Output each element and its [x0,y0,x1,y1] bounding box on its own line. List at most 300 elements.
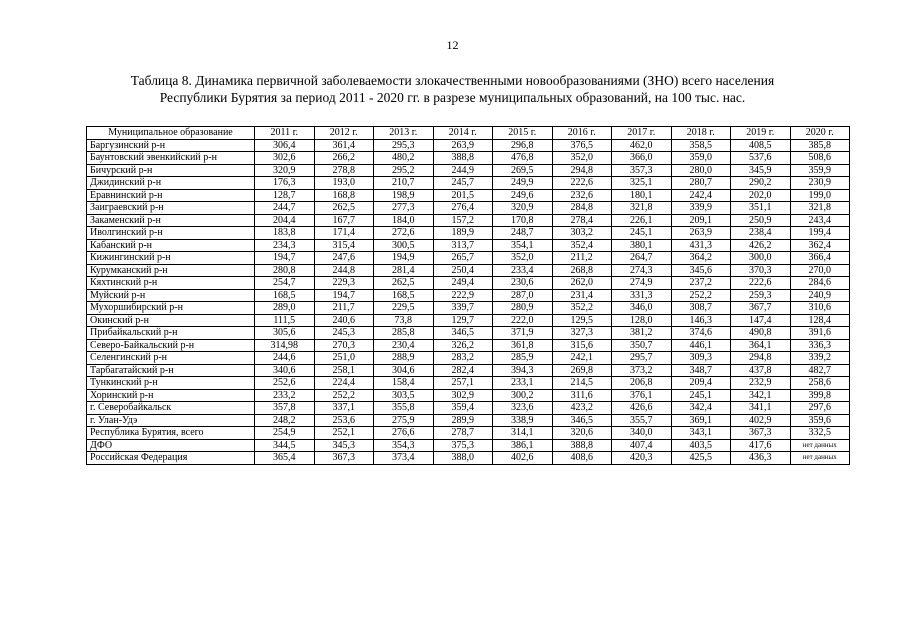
row-municipality-name: Тарбагатайский р-н [87,364,255,377]
table-cell-value: 367,7 [731,302,791,315]
table-cell-value: 222,0 [493,314,553,327]
table-cell-value: 354,1 [493,239,553,252]
table-cell-value: 308,7 [671,302,731,315]
table-cell-value: 358,5 [671,139,731,152]
table-cell-value: 309,3 [671,352,731,365]
row-municipality-name: Джидинский р-н [87,177,255,190]
header-year: 2014 г. [433,127,493,140]
table-cell-value: 355,8 [374,402,434,415]
table-cell-value: 73,8 [374,314,434,327]
table-cell-value: 222,9 [433,289,493,302]
table-cell-value: 367,3 [731,427,791,440]
table-row [87,139,850,152]
table-cell-value: 446,1 [671,339,731,352]
table-cell-value: 300,5 [374,239,434,252]
table-cell-value: 339,2 [790,352,850,365]
row-municipality-name: Северо-Байкальский р-н [87,339,255,352]
table-cell-value: 157,2 [433,214,493,227]
table-cell-value: 258,6 [790,377,850,390]
table-row [87,402,850,415]
table-cell-value: 425,5 [671,452,731,465]
row-municipality-name: Кабанский р-н [87,239,255,252]
table-cell-value: 264,7 [612,252,672,265]
table-cell-value: 147,4 [731,314,791,327]
row-municipality-name: Иволгинский р-н [87,227,255,240]
table-cell-value: 234,3 [255,239,315,252]
table-cell-value: 245,3 [314,327,374,340]
table-cell-value: 359,9 [790,164,850,177]
row-municipality-name: Закаменский р-н [87,214,255,227]
row-municipality-name: Республика Бурятия, всего [87,427,255,440]
table-cell-value: 388,0 [433,452,493,465]
table-cell-value: 263,9 [671,227,731,240]
table-cell-value: 288,9 [374,352,434,365]
table-cell-value: 284,6 [790,277,850,290]
table-cell-value: 332,5 [790,427,850,440]
table-cell-value: 300,0 [731,252,791,265]
table-cell-value: 232,9 [731,377,791,390]
table-cell-value: 128,7 [255,189,315,202]
table-cell-value: 254,7 [255,277,315,290]
row-municipality-name: Тункинский р-н [87,377,255,390]
table-cell-value: 310,6 [790,302,850,315]
table-cell-value: 420,3 [612,452,672,465]
table-cell-value: 194,7 [255,252,315,265]
table-cell-value: 321,8 [612,202,672,215]
table-cell-value: 355,7 [612,414,672,427]
table-row [87,314,850,327]
table-cell-value: 407,4 [612,439,672,452]
table-cell-value: 257,1 [433,377,493,390]
table-cell-value: 285,8 [374,327,434,340]
table-cell-value: 275,9 [374,414,434,427]
table-cell-value: 194,7 [314,289,374,302]
table-cell-value: 282,4 [433,364,493,377]
table-cell-value: 244,9 [433,164,493,177]
table-cell-value: 269,8 [552,364,612,377]
table-cell-value: 408,5 [731,139,791,152]
table-cell-value: 248,7 [493,227,553,240]
table-cell-value: 321,8 [790,202,850,215]
table-cell-value: 376,5 [552,139,612,152]
table-cell-value: 242,1 [552,352,612,365]
table-cell-value: 403,5 [671,439,731,452]
table-cell-value: 252,2 [671,289,731,302]
table-cell-value: 303,2 [552,227,612,240]
row-municipality-name: Бичурский р-н [87,164,255,177]
table-cell-value: 250,9 [731,214,791,227]
table-cell-value: 258,1 [314,364,374,377]
table-cell-value: 204,4 [255,214,315,227]
header-year: 2017 г. [612,127,672,140]
table-cell-value: 394,3 [493,364,553,377]
table-cell-value: 348,7 [671,364,731,377]
table-cell-value: 280,8 [255,264,315,277]
row-municipality-name: Селенгинский р-н [87,352,255,365]
row-municipality-name: Кижингинский р-н [87,252,255,265]
table-cell-value: 352,2 [552,302,612,315]
table-cell-value: 287,0 [493,289,553,302]
table-caption [60,72,845,106]
table-cell-value: нет данных [790,452,850,465]
table-cell-value: 222,6 [731,277,791,290]
row-municipality-name: Баунтовский эвенкийский р-н [87,152,255,165]
table-cell-value: 263,9 [433,139,493,152]
table-cell-value: 315,6 [552,339,612,352]
table-cell-value: 128,4 [790,314,850,327]
table-cell-value: 210,7 [374,177,434,190]
table-cell-value: 320,6 [552,427,612,440]
table-cell-value: 209,1 [671,214,731,227]
table-cell-value: 417,6 [731,439,791,452]
table-cell-value: 176,3 [255,177,315,190]
table-cell-value: 206,8 [612,377,672,390]
table-cell-value: 146,3 [671,314,731,327]
page-number: 12 [446,38,459,52]
table-cell-value: 285,9 [493,352,553,365]
table-row [87,264,850,277]
table-cell-value: 226,1 [612,214,672,227]
table-cell-value: 230,4 [374,339,434,352]
table-cell-value: 346,5 [552,414,612,427]
table-cell-value: 296,8 [493,139,553,152]
table-cell-value: 209,4 [671,377,731,390]
table-cell-value: 388,8 [552,439,612,452]
table-row [87,164,850,177]
table-cell-value: 343,1 [671,427,731,440]
table-cell-value: 183,8 [255,227,315,240]
row-municipality-name: Муйский р-н [87,289,255,302]
table-cell-value: 270,0 [790,264,850,277]
table-cell-value: 302,6 [255,152,315,165]
table-cell-value: 194,9 [374,252,434,265]
table-cell-value: 199,0 [790,189,850,202]
row-municipality-name: Курумканский р-н [87,264,255,277]
table-caption-line-2: Республики Бурятия за период 2011 - 2020 гг. в разрезе муниципальных образований, на 100 тыс. нас. [159,90,746,105]
table-cell-value: 198,9 [374,189,434,202]
table-row [87,339,850,352]
table-cell-value: 276,6 [374,427,434,440]
table-cell-value: 214,5 [552,377,612,390]
table-cell-value: 380,1 [612,239,672,252]
table-row [87,452,850,465]
table-cell-value: 300,2 [493,389,553,402]
table-cell-value: 224,4 [314,377,374,390]
table-cell-value: 297,6 [790,402,850,415]
table-row [87,227,850,240]
table-cell-value: 252,2 [314,389,374,402]
table-caption-line-1: Таблица 8. Динамика первичной заболеваемости злокачественными новообразованиями (ЗНО) всего населения [130,73,775,88]
table-cell-value: 357,8 [255,402,315,415]
table-row [87,352,850,365]
table-cell-value: 184,0 [374,214,434,227]
table-cell-value: 280,9 [493,302,553,315]
table-cell-value: 345,6 [671,264,731,277]
header-year: 2012 г. [314,127,374,140]
table-cell-value: 367,3 [314,452,374,465]
table-cell-value: 168,5 [255,289,315,302]
table-cell-value: 361,8 [493,339,553,352]
table-cell-value: 345,9 [731,164,791,177]
table-cell-value: 229,5 [374,302,434,315]
table-cell-value: 244,7 [255,202,315,215]
table-cell-value: 233,4 [493,264,553,277]
table-cell-value: 274,9 [612,277,672,290]
table-cell-value: 295,7 [612,352,672,365]
table-cell-value: 480,2 [374,152,434,165]
table-cell-value: 289,9 [433,414,493,427]
table-cell-value: 283,2 [433,352,493,365]
table-cell-value: 201,5 [433,189,493,202]
table-cell-value: 289,0 [255,302,315,315]
table-row [87,389,850,402]
table-cell-value: 222,6 [552,177,612,190]
table-cell-value: 314,1 [493,427,553,440]
table-cell-value: 304,6 [374,364,434,377]
table-cell-value: 270,3 [314,339,374,352]
table-cell-value: 111,5 [255,314,315,327]
table-row [87,252,850,265]
table-cell-value: 373,4 [374,452,434,465]
table-cell-value: 385,8 [790,139,850,152]
table-cell-value: 269,5 [493,164,553,177]
table-body [87,139,850,464]
table-cell-value: 247,6 [314,252,374,265]
table-cell-value: 386,1 [493,439,553,452]
table-cell-value: 399,8 [790,389,850,402]
table-row [87,189,850,202]
table-cell-value: 359,6 [790,414,850,427]
table-cell-value: 364,1 [731,339,791,352]
table-cell-value: 361,4 [314,139,374,152]
table-cell-value: 230,9 [790,177,850,190]
header-year: 2011 г. [255,127,315,140]
table-cell-value: 359,4 [433,402,493,415]
table-cell-value: 437,8 [731,364,791,377]
table-cell-value: 295,2 [374,164,434,177]
table-cell-value: 366,0 [612,152,672,165]
table-cell-value: 352,4 [552,239,612,252]
table-cell-value: 302,9 [433,389,493,402]
table-row [87,239,850,252]
table-cell-value: 272,6 [374,227,434,240]
row-municipality-name: Российская Федерация [87,452,255,465]
table-cell-value: 426,6 [612,402,672,415]
table-cell-value: 423,2 [552,402,612,415]
row-municipality-name: Мухоршибирский р-н [87,302,255,315]
table-cell-value: 537,6 [731,152,791,165]
table-header-row [87,127,850,140]
table-cell-value: 237,2 [671,277,731,290]
table-cell-value: 268,8 [552,264,612,277]
table-cell-value: 276,4 [433,202,493,215]
table-cell-value: 371,9 [493,327,553,340]
table-cell-value: 295,3 [374,139,434,152]
row-municipality-name: г. Улан-Удэ [87,414,255,427]
table-cell-value: 374,6 [671,327,731,340]
table-row [87,202,850,215]
table-cell-value: 243,4 [790,214,850,227]
table-cell-value: 277,3 [374,202,434,215]
table-cell-value: 252,1 [314,427,374,440]
table-row [87,177,850,190]
table-cell-value: 168,8 [314,189,374,202]
row-municipality-name: Еравнинский р-н [87,189,255,202]
table-cell-value: 340,6 [255,364,315,377]
table-cell-value: 314,98 [255,339,315,352]
table-cell-value: 170,8 [493,214,553,227]
table-cell-value: 320,9 [493,202,553,215]
row-municipality-name: г. Северобайкальск [87,402,255,415]
table-cell-value: 199,4 [790,227,850,240]
row-municipality-name: Окинский р-н [87,314,255,327]
table-cell-value: 230,6 [493,277,553,290]
table-cell-value: 229,3 [314,277,374,290]
table-cell-value: 245,1 [612,227,672,240]
table-cell-value: 158,4 [374,377,434,390]
table-cell-value: 231,4 [552,289,612,302]
header-municipality: Муниципальное образование [87,127,255,140]
table-cell-value: 315,4 [314,239,374,252]
table-cell-value: 278,8 [314,164,374,177]
table-cell-value: 240,9 [790,289,850,302]
row-municipality-name: Хоринский р-н [87,389,255,402]
table-cell-value: 326,2 [433,339,493,352]
table-cell-value: 365,4 [255,452,315,465]
table-row [87,277,850,290]
table-cell-value: 254,9 [255,427,315,440]
table-cell-value: 350,7 [612,339,672,352]
table-cell-value: 249,9 [493,177,553,190]
table-cell-value: 242,4 [671,189,731,202]
table-cell-value: 431,3 [671,239,731,252]
table-cell-value: 266,2 [314,152,374,165]
header-year: 2020 г. [790,127,850,140]
table-cell-value: 238,4 [731,227,791,240]
table-cell-value: 129,7 [433,314,493,327]
table-cell-value: 426,2 [731,239,791,252]
row-municipality-name: Кяхтинский р-н [87,277,255,290]
header-year: 2016 г. [552,127,612,140]
table-cell-value: 280,0 [671,164,731,177]
table-cell-value: 476,8 [493,152,553,165]
table-cell-value: 180,1 [612,189,672,202]
table-cell-value: 245,7 [433,177,493,190]
row-municipality-name: Заиграевский р-н [87,202,255,215]
table-cell-value: 490,8 [731,327,791,340]
table-cell-value: 408,6 [552,452,612,465]
table-cell-value: 262,5 [374,277,434,290]
table-cell-value: 303,5 [374,389,434,402]
table-cell-value: 402,9 [731,414,791,427]
table-cell-value: 253,6 [314,414,374,427]
table-row [87,152,850,165]
table-cell-value: 376,1 [612,389,672,402]
table-cell-value: 250,4 [433,264,493,277]
header-year: 2019 г. [731,127,791,140]
table-cell-value: 323,6 [493,402,553,415]
table-cell-value: 362,4 [790,239,850,252]
table-row [87,377,850,390]
table-cell-value: 128,0 [612,314,672,327]
row-municipality-name: ДФО [87,439,255,452]
table-cell-value: 340,0 [612,427,672,440]
row-municipality-name: Баргузинский р-н [87,139,255,152]
table-cell-value: 189,9 [433,227,493,240]
table-cell-value: 278,7 [433,427,493,440]
table-cell-value: 342,1 [731,389,791,402]
table-cell-value: 129,5 [552,314,612,327]
table-cell-value: 359,0 [671,152,731,165]
table-cell-value: 373,2 [612,364,672,377]
table-cell-value: 364,2 [671,252,731,265]
table-row [87,414,850,427]
table-cell-value: 462,0 [612,139,672,152]
table-row [87,427,850,440]
table-cell-value: 357,3 [612,164,672,177]
table-cell-value: 248,2 [255,414,315,427]
table-cell-value: нет данных [790,439,850,452]
table-cell-value: 331,3 [612,289,672,302]
table-cell-value: 252,6 [255,377,315,390]
table-cell-value: 290,2 [731,177,791,190]
table-cell-value: 193,0 [314,177,374,190]
row-municipality-name: Прибайкальский р-н [87,327,255,340]
table-cell-value: 233,2 [255,389,315,402]
table-cell-value: 313,7 [433,239,493,252]
table-cell-value: 325,1 [612,177,672,190]
table-cell-value: 245,1 [671,389,731,402]
table-cell-value: 306,4 [255,139,315,152]
incidence-table [86,126,850,465]
table-row [87,327,850,340]
table-cell-value: 508,6 [790,152,850,165]
table-cell-value: 346,0 [612,302,672,315]
table-cell-value: 311,6 [552,389,612,402]
table-row [87,214,850,227]
header-year: 2018 г. [671,127,731,140]
table-cell-value: 168,5 [374,289,434,302]
header-year: 2013 г. [374,127,434,140]
table-cell-value: 278,4 [552,214,612,227]
table-cell-value: 402,6 [493,452,553,465]
table-cell-value: 482,7 [790,364,850,377]
table-cell-value: 354,3 [374,439,434,452]
table-cell-value: 294,8 [731,352,791,365]
table-cell-value: 240,6 [314,314,374,327]
table-cell-value: 305,6 [255,327,315,340]
table-cell-value: 388,8 [433,152,493,165]
table-row [87,289,850,302]
table-cell-value: 202,0 [731,189,791,202]
table-cell-value: 211,7 [314,302,374,315]
table-cell-value: 345,3 [314,439,374,452]
table-cell-value: 339,7 [433,302,493,315]
table-row [87,302,850,315]
table-cell-value: 369,1 [671,414,731,427]
table-cell-value: 244,6 [255,352,315,365]
table-row [87,364,850,377]
table-cell-value: 232,6 [552,189,612,202]
table-cell-value: 344,5 [255,439,315,452]
table-cell-value: 167,7 [314,214,374,227]
table-cell-value: 391,6 [790,327,850,340]
table-cell-value: 249,4 [433,277,493,290]
table-cell-value: 233,1 [493,377,553,390]
table-cell-value: 352,0 [552,152,612,165]
table-cell-value: 249,6 [493,189,553,202]
table-cell-value: 294,8 [552,164,612,177]
